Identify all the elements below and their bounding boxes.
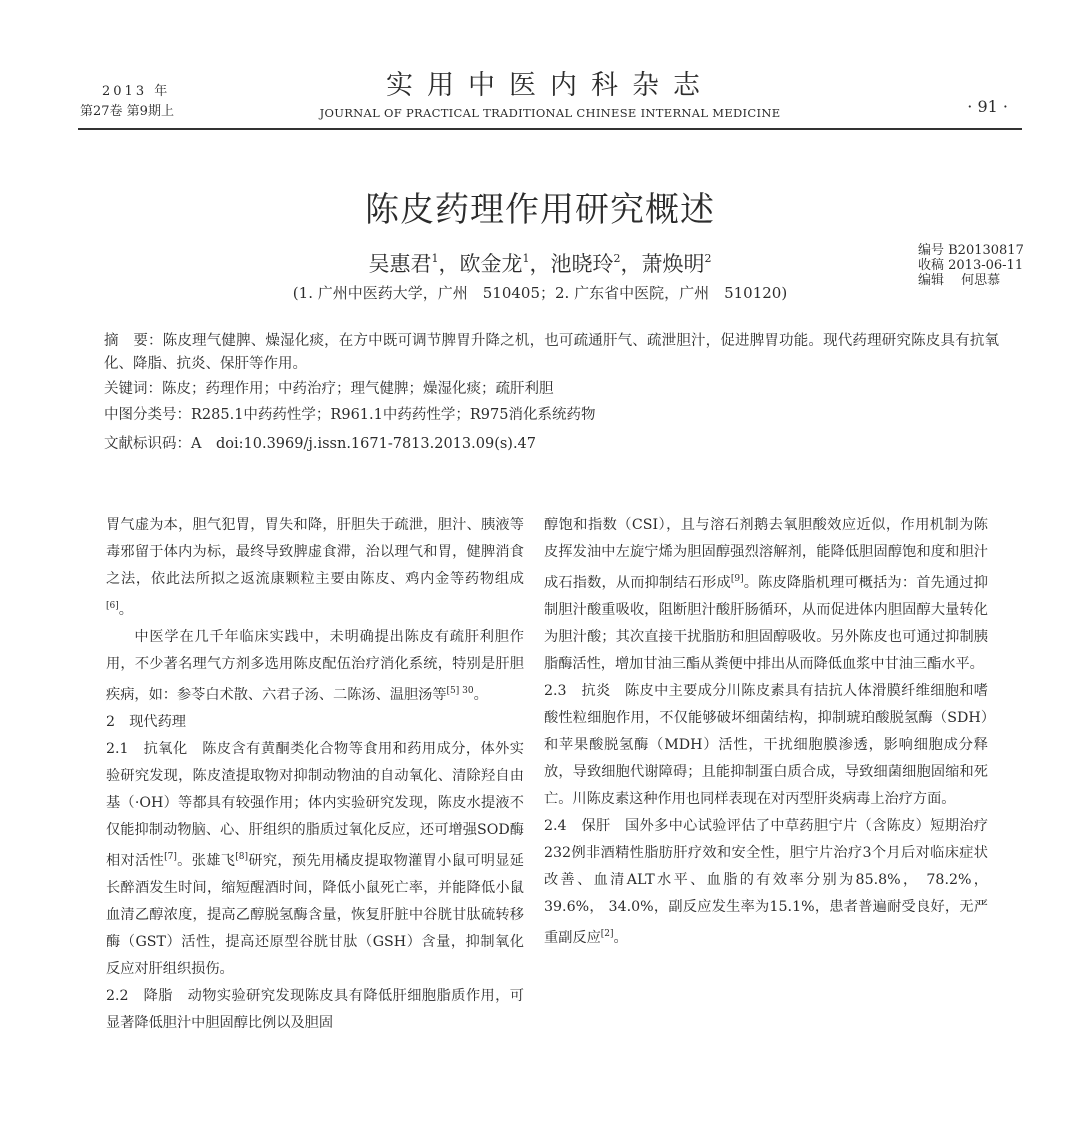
paragraph-text: 中医学在几千年临床实践中，未明确提出陈皮有疏肝利胆作用，不少著名理气方剂多选用陈皮配伍治疗消化系统，特别是肝胆疾病，如：参苓白术散、六君子汤、二陈汤、温胆汤等 [106, 629, 524, 703]
author-name: 池晓玲 [550, 252, 614, 276]
paragraph-text: 醇饱和指数（CSI），且与溶石剂鹅去氧胆酸效应近似，作用机制为陈皮挥发油中左旋宁烯为胆固醇强烈溶解剂，能降低胆固醇饱和度和胆汁成石指数，从而抑制结石形成 [544, 517, 988, 591]
author-affiliation-mark: 2 [704, 252, 712, 265]
author-name: 吴惠君 [368, 252, 432, 276]
citation-ref: [8] [235, 852, 249, 862]
author-name: 萧焕明 [641, 252, 705, 276]
body-paragraph: 2.2 降脂 动物实验研究发现陈皮具有降低肝细胞脂质作用，可显著降低胆汁中胆固醇比例以及胆固 [106, 988, 524, 1031]
article-title: 陈皮药理作用研究概述 [365, 190, 715, 230]
journal-year: 2013 年 [102, 84, 171, 99]
citation-ref: [9] [730, 574, 744, 584]
journal-issue-info [80, 82, 174, 122]
body-paragraph: 2.3 抗炎 陈皮中主要成分川陈皮素具有拮抗人体滑膜纤维细胞和嗜酸性粒细胞作用，不仅能够破坏细菌结构，抑制琥珀酸脱氢酶（SDH）和苹果酸脱氢酶（MDH）活性，干扰细胞膜渗透，影响细胞成分释放，导致细胞代谢障碍；且能抑制蛋白质合成，导致细菌细胞固缩和死亡。川陈皮素这种作用也同样表现在对丙型肝炎病毒上治疗方面。 [544, 683, 988, 807]
author-affiliations: (1. 广州中医药大学，广州 510405；2. 广东省中医院，广州 510120) [292, 284, 788, 302]
journal-masthead [250, 70, 850, 120]
body-column-left [106, 512, 524, 1037]
author-affiliation-mark: 2 [613, 252, 621, 265]
author-separator: ， [529, 252, 551, 276]
author-name: 欧金龙 [459, 252, 523, 276]
keywords: 关键词：陈皮；药理作用；中药治疗；理气健脾；燥湿化痰；疏肝利胆 [104, 381, 554, 397]
author-separator: ， [620, 252, 642, 276]
journal-title-en: JOURNAL OF PRACTICAL TRADITIONAL CHINESE INTERNAL MEDICINE [319, 106, 781, 120]
author-affiliation-mark: 1 [431, 252, 439, 265]
journal-volume: 第27卷 第9期上 [80, 104, 174, 119]
author-separator: ， [438, 252, 460, 276]
editor-name: 编辑 何思慕 [918, 273, 1001, 288]
body-paragraph [106, 624, 524, 709]
section-heading: 2 现代药理 [106, 714, 186, 730]
body-paragraph [106, 512, 524, 624]
body-paragraph [544, 512, 988, 678]
citation-ref: [2] [600, 929, 614, 939]
paragraph-end: 。 [473, 687, 488, 703]
paragraph-end: 。 [118, 602, 133, 618]
abstract: 摘 要：陈皮理气健脾、燥湿化痰，在方中既可调节脾胃升降之机，也可疏通肝气、疏泄胆汁，促进脾胃功能。现代药理研究陈皮具有抗氧化、降脂、抗炎、保肝等作用。 [104, 333, 999, 372]
journal-title-cn: 实用中医内科杂志 [386, 70, 714, 101]
editorial-info [918, 243, 1024, 288]
paragraph-text: 研究，预先用橘皮提取物灌胃小鼠可明显延长醉酒发生时间，缩短醒酒时间，降低小鼠死亡率，并能降低小鼠血清乙醇浓度，提高乙醇脱氢酶含量，恢复肝脏中谷胱甘肽硫转移酶（GST）活性，提高还原型谷胱甘肽（GSH）含量，抑制氧化反应对肝组织损伤。 [106, 853, 524, 977]
document-code-doi: 文献标识码：A doi:10.3969/j.issn.1671-7813.2013.09(s).47 [104, 436, 537, 452]
paragraph-text: 2.1 抗氧化 陈皮含有黄酮类化合物等食用和药用成分，体外实验研究发现，陈皮渣提取物对抑制动物油的自动氧化、清除羟自由基（·OH）等都具有较强作用；体内实验研究发现，陈皮水提液不仅能抑制动物脑、心、肝组织的脂质过氧化反应，还可增强SOD酶相对活性 [106, 741, 524, 869]
author-affiliation-mark: 1 [522, 252, 530, 265]
body-paragraph [106, 736, 524, 983]
paragraph-text: 。张雄飞 [176, 853, 236, 869]
citation-ref: [7] [164, 852, 177, 862]
paragraph-text: 2.4 保肝 国外多中心试验评估了中草药胆宁片（含陈皮）短期治疗232例非酒精性脂肪肝疗效和安全性，胆宁片治疗3个月后对临床症状改善、血清ALT水平、血脂的有效率分别为85.8%， 78.2%， 39.6%， 34.0%，副反应发生率为15.1%，患者普遍耐受良好，无严重副反应 [544, 818, 988, 946]
classification-number: 中图分类号：R285.1中药药性学；R961.1中药药性学；R975消化系统药物 [104, 407, 596, 423]
citation-ref: [6] [106, 601, 119, 611]
body-column-right [544, 512, 988, 952]
citation-ref: [5] 30 [446, 686, 474, 696]
body-paragraph [544, 813, 988, 952]
manuscript-number: 编号 B20130817 [918, 243, 1024, 258]
received-date: 收稿 2013-06-11 [918, 258, 1024, 273]
paragraph-text: 胃气虚为本，胆气犯胃，胃失和降，肝胆失于疏泄，胆汁、胰液等毒邪留于体内为标，最终导致脾虚食滞，治以理气和胃，健脾消食之法，依此法所拟之返流康颗粒主要由陈皮、鸡内金等药物组成 [106, 517, 524, 587]
paragraph-end: 。 [613, 930, 628, 946]
page-number: · 91 · [967, 97, 1008, 116]
header-rule [78, 128, 1022, 130]
paragraph-text: 。陈皮降脂机理可概括为：首先通过抑制胆汁酸重吸收，阻断胆汁酸肝肠循环，从而促进体内胆固醇大量转化为胆汁酸；其次直接干扰脂肪和胆固醇吸收。另外陈皮也可通过抑制胰脂酶活性，增加甘油三酯从粪便中排出从而降低血浆中甘油三酯水平。 [544, 575, 988, 672]
